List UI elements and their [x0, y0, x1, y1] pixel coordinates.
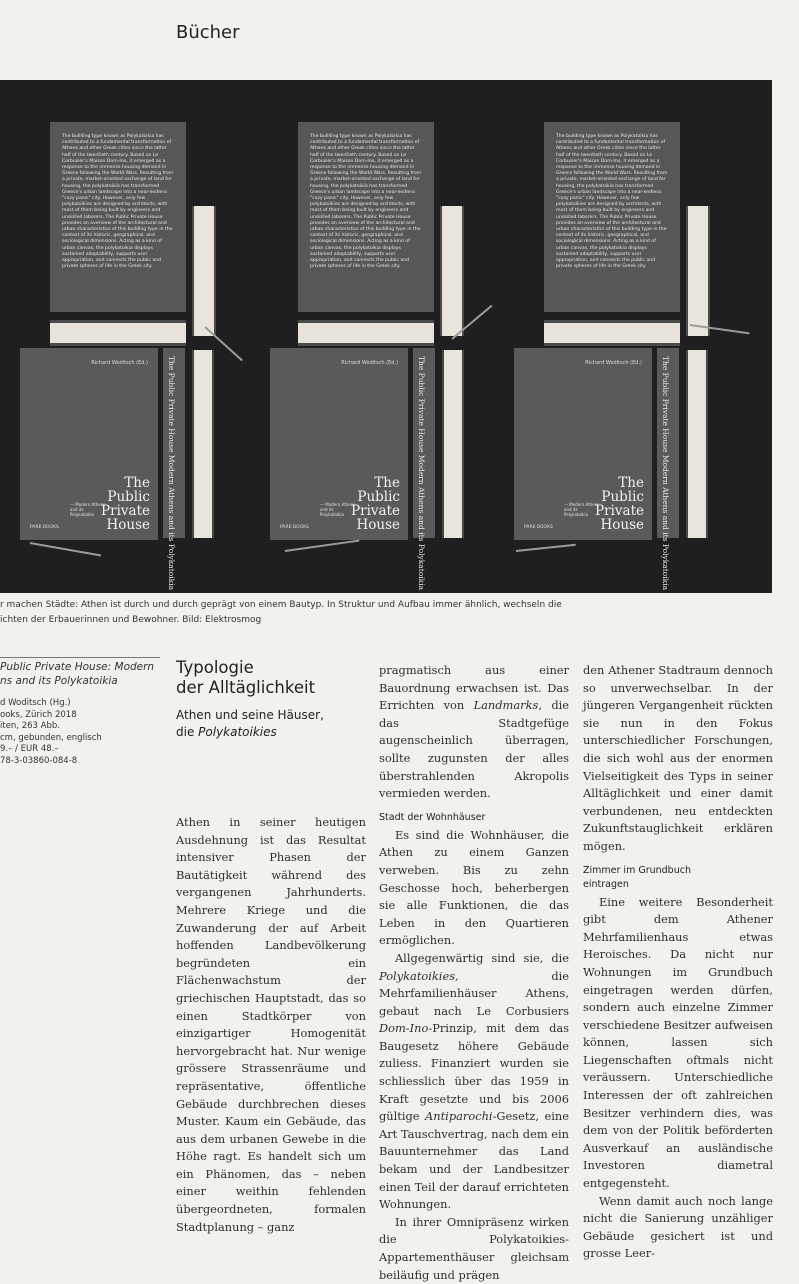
book-spine	[413, 348, 435, 591]
book-page-edge	[192, 350, 214, 538]
book-back-cover	[50, 122, 186, 312]
article-column-2	[379, 662, 569, 1284]
book-page-edge	[192, 206, 216, 336]
book-front-cover	[514, 348, 652, 540]
cover-editor: Richard Woditsch (Ed.)	[341, 360, 398, 366]
section-heading: Bücher	[176, 22, 240, 43]
spine-title: The Public Private House Modern Athens and its Polykatoikia	[417, 356, 426, 591]
back-blurb: The building type known as Polykatoikia has contributed to a fundamental transformation of Athens and other Greek cities since the latter half of the twentieth century. Based on Le Corbusier's Maison Dom-Ino, it emerged as a response to the immense housing demand in Greece following the World Wars. Resulting from a private, market-oriented exchange of land for housing, the polykatoikia has transformed Greece's urban landscape into a near-endless "cozy panic" city. However, only few polykatoikies are designed by architects, with most of them being built by engineers and unskilled laborers. The Public Private House provides an overview of the architectural and urban characteristics of this building type in the context of its historic, geographical, and sociological dimensions. Acting as a kind of urban canvas, the polykatoikia displays sustained adaptability, supports user appropriation, and connects the public and private spheres of life in the Greek city.	[556, 134, 668, 270]
book-back-cover	[544, 122, 680, 312]
book-front-cover	[270, 348, 408, 540]
book-spine	[657, 348, 679, 591]
cover-publisher: PARK BOOKS	[30, 525, 59, 530]
book-page-block	[50, 320, 186, 346]
ribbon-marker	[285, 540, 360, 552]
paragraph: den Athener Stadtraum dennoch so unverwechselbar. In der jüngeren Vergangenheit rückten sie nun in den Fokus unterschiedlicher Forschungen, die sich wohl aus der enormen Vielseitigkeit des Typs in seiner Alltäglichkeit und einer damit verbundenen, neu entdeckten Zukunftstauglichkeit erklären mögen.	[583, 663, 773, 853]
photo-caption: r machen Städte: Athen ist durch und durch geprägt von einem Bautyp. In Struktur und Aufbau immer ähnlich, wechseln die ichten der Erbauerinnen und Bewohner. Bild: Elektrosmog	[0, 600, 562, 625]
book-photo	[0, 80, 772, 593]
book-page-edge	[686, 206, 710, 336]
book-page-edge	[686, 350, 708, 538]
ribbon-marker	[30, 542, 101, 556]
book-page-edge	[442, 350, 464, 538]
book-page-edge	[440, 206, 464, 336]
book-spine	[163, 348, 185, 591]
section-subheading: Zimmer im Grundbuch eintragen	[583, 864, 691, 890]
cover-subtitle: — Modern Athens and its Polykatoikia	[564, 502, 600, 517]
cover-title: The Public Private House	[351, 475, 400, 533]
cover-publisher: PARK BOOKS	[280, 525, 309, 530]
spine-title: The Public Private House Modern Athens and its Polykatoikia	[661, 356, 670, 591]
section-subheading: Stadt der Wohnhäuser	[379, 811, 486, 823]
cover-publisher: PARK BOOKS	[524, 525, 553, 530]
cover-editor: Richard Woditsch (Ed.)	[91, 360, 148, 366]
book-back-cover	[298, 122, 434, 312]
book-front-cover	[20, 348, 158, 540]
article-column-1	[176, 814, 366, 1236]
cover-title: The Public Private House	[595, 475, 644, 533]
paragraph: pragmatisch aus einer Bauordnung erwachsen ist. Das Errichten von Landmarks, die das Stadtgefüge augenscheinlich überragen, sollte zugunsten der alles überstrahlenden Akropolis vermieden werden.	[379, 663, 569, 801]
book-info-title: Public Private House: Modern ns and its Polykatoikia	[0, 661, 155, 687]
book-page-block	[298, 320, 434, 346]
article-subheading: Athen und seine Häuser, die Polykatoikies	[176, 708, 324, 739]
cover-subtitle: — Modern Athens and its Polykatoikia	[70, 502, 106, 517]
paragraph: Allgegenwärtig sind sie, die Polykatoikies, die Mehrfamilienhäuser Athens, gebaut nach Le Corbusiers Dom-Ino-Prinzip, mit dem das Baugesetz höhere Gebäude zuliess. Finanziert wurden sie schliesslich über das 1959 in Kraft gesetzte und bis 2006 gültige Antiparochi-Gesetz, eine Art Tauschvertrag, nach dem ein Bauunternehmer das Land bekam und der Landbesitzer einen Teil der darauf errichteten Wohnungen.	[379, 950, 569, 1212]
cover-subtitle: — Modern Athens and its Polykatoikia	[320, 502, 356, 517]
book-info-box	[0, 660, 165, 767]
paragraph: Wenn damit auch noch lange nicht die Sanierung unzähliger Gebäude gesichert ist und grosse Leer-	[583, 1193, 773, 1261]
paragraph: Eine weitere Besonderheit gibt dem Athener Mehrfamilienhaus etwas Heroisches. Da nicht nur Wohnungen im Grundbuch eingetragen werden dürfen, sondern auch einzelne Zimmer verschiedene Besitzer aufweisen können, lassen sich Liegenschaften oftmals nicht veräussern. Unterschiedliche Interessen der oft zahlreichen Besitzer verhindern dies, was dem von der Politik beförderten Ausverkauf an ausländische Investoren diametral entgegensteht.	[583, 894, 773, 1191]
paragraph: Athen in seiner heutigen Ausdehnung ist das Resultat intensiver Phasen der Bautätigkeit während des vergangenen Jahrhunderts. Mehrere Kriege und die Zuwanderung der auf Arbeit hoffenden Landbevölkerung begründeten ein Flächenwachstum der griechischen Hauptstadt, das so einen Stadtkörper von einzigartiger Homogenität hervorgebracht hat. Nur wenige grössere Strassenräume und repräsentative, öffentliche Gebäude durchbrechen dieses Muster. Kaum ein Gebäude, das aus dem urbanen Gewebe in die Höhe ragt. Es handelt sich um ein Phänomen, das – neben einer weithin fehlenden übergeordneten, formalen Stadtplanung – ganz	[176, 815, 366, 1234]
article-column-3	[583, 662, 773, 1263]
paragraph: Es sind die Wohnhäuser, die Athen zu einem Ganzen verweben. Bis zu zehn Geschosse hoch, beherbergen sie alle Funktionen, die das Leben in den Quartieren ermöglichen.	[379, 827, 569, 948]
info-divider	[0, 657, 160, 658]
cover-editor: Richard Woditsch (Ed.)	[585, 360, 642, 366]
book-page-block	[544, 320, 680, 346]
spine-title: The Public Private House Modern Athens and its Polykatoikia	[167, 356, 176, 591]
book-info-meta: d Woditsch (Hg.) ooks, Zürich 2018 iten, 263 Abb. cm, gebunden, englisch 9.– / EUR 48.– 78-3-03860-084-8	[0, 698, 102, 766]
back-blurb: The building type known as Polykatoikia has contributed to a fundamental transformation of Athens and other Greek cities since the latter half of the twentieth century. Based on Le Corbusier's Maison Dom-Ino, it emerged as a response to the immense housing demand in Greece following the World Wars. Resulting from a private, market-oriented exchange of land for housing, the polykatoikia has transformed Greece's urban landscape into a near-endless "cozy panic" city. However, only few polykatoikies are designed by architects, with most of them being built by engineers and unskilled laborers. The Public Private House provides an overview of the architectural and urban characteristics of this building type in the context of its historic, geographical, and sociological dimensions. Acting as a kind of urban canvas, the polykatoikia displays sustained adaptability, supports user appropriation, and connects the public and private spheres of life in the Greek city.	[62, 134, 174, 270]
article-headline: Typologie der Alltäglichkeit	[176, 658, 316, 697]
ribbon-marker	[516, 544, 576, 552]
paragraph: In ihrer Omnipräsenz wirken die Polykatoikies-Appartementhäuser gleichsam beiläufig und prägen	[379, 1214, 569, 1282]
back-blurb: The building type known as Polykatoikia has contributed to a fundamental transformation of Athens and other Greek cities since the latter half of the twentieth century. Based on Le Corbusier's Maison Dom-Ino, it emerged as a response to the immense housing demand in Greece following the World Wars. Resulting from a private, market-oriented exchange of land for housing, the polykatoikia has transformed Greece's urban landscape into a near-endless "cozy panic" city. However, only few polykatoikies are designed by architects, with most of them being built by engineers and unskilled laborers. The Public Private House provides an overview of the architectural and urban characteristics of this building type in the context of its historic, geographical, and sociological dimensions. Acting as a kind of urban canvas, the polykatoikia displays sustained adaptability, supports user appropriation, and connects the public and private spheres of life in the Greek city.	[310, 134, 422, 270]
cover-title: The Public Private House	[101, 475, 150, 533]
